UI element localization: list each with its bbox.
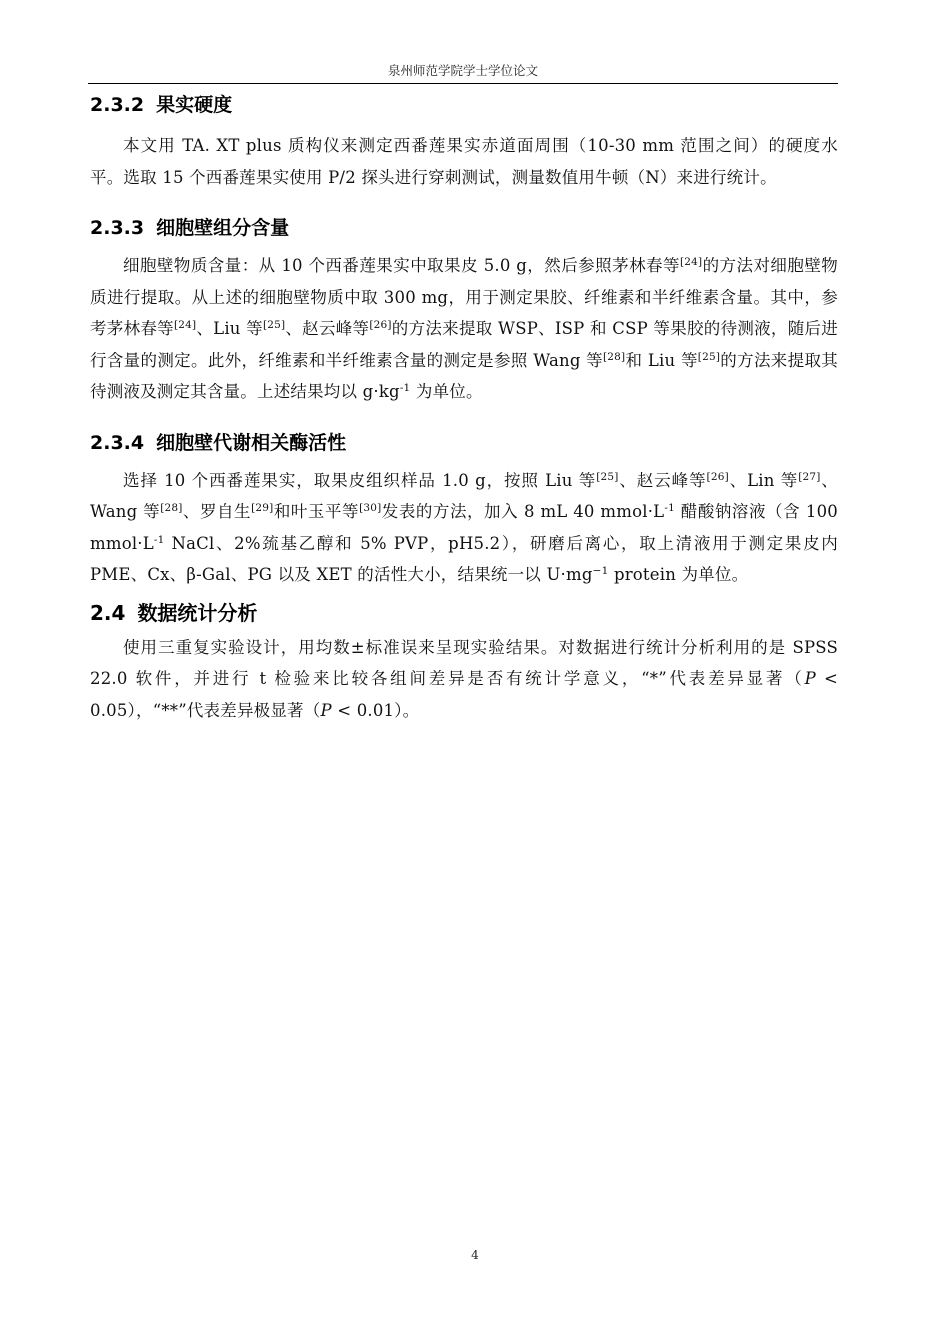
section-heading-2-4 <box>90 595 838 631</box>
unit-exponent: −1 <box>592 565 609 577</box>
citation: [25] <box>697 350 721 363</box>
citation: [25] <box>596 470 619 483</box>
unit-exponent: -1 <box>664 502 675 514</box>
text-run: 醋酸钠溶液（含 100 mmol·L <box>90 502 839 553</box>
text-run: < 0.05），“**”代表差异极显著（ <box>90 669 838 720</box>
text-run: protein 为单位。 <box>608 565 749 584</box>
citation: [27] <box>798 470 821 483</box>
section-title: 细胞壁组分含量 <box>156 217 290 239</box>
text-run: 发表的方法，加入 8 mL 40 mmol·L <box>381 502 665 521</box>
text-run: NaCl、2%巯基乙醇和 5% PVP，pH5.2），研磨后离心，取上清液用于测定果皮内 PME、Cx、β-Gal、PG 以及 XET 的活性大小，结果统一以 U·mg <box>90 533 838 584</box>
section-title: 果实硬度 <box>156 94 233 116</box>
section-heading-2-3-2 <box>90 88 838 122</box>
paragraph-statistics <box>90 632 838 727</box>
citation: [24] <box>679 256 703 268</box>
text-run: 、罗自生 <box>182 502 252 521</box>
text-run: 的方法来提取其待测液及测定其含量。上述结果均以 g·kg <box>90 350 838 401</box>
text-run: 选择 10 个西番莲果实，取果皮组织样品 1.0 g，按照 Liu 等 <box>123 470 597 490</box>
section-heading-2-3-4 <box>90 426 838 460</box>
text-run: 和 Liu 等 <box>625 350 698 370</box>
text-run: 的方法来提取 WSP、ISP 和 CSP 等果胶的待测液，随后进行含量的测定。此外，纤维素和半纤维素含量的测定是参照 Wang 等 <box>90 319 838 370</box>
citation: [26] <box>706 470 729 483</box>
text-run: 为单位。 <box>410 382 483 401</box>
text-run: 的方法对细胞壁物质进行提取。从上述的细胞壁物质中取 300 mg，用于测定果胶、纤维素和半纤维素含量。其中，参考茅林春等 <box>90 256 838 338</box>
section-number: 2.3.4 <box>90 431 145 454</box>
section-heading-2-3-3 <box>90 211 838 245</box>
paragraph-enzyme-activity <box>90 465 838 591</box>
section-title: 数据统计分析 <box>137 600 258 625</box>
paragraph-fruit-firmness: 本文用 TA. XT plus 质构仪来测定西番莲果实赤道面周围（10-30 mm 范围之间）的硬度水平。选取 15 个西番莲果实使用 P/2 探头进行穿刺测试，测量数值用牛顿（N）来进行统计。 <box>90 136 838 187</box>
text-run: < 0.01）。 <box>331 700 420 720</box>
section-title: 细胞壁代谢相关酶活性 <box>156 431 347 454</box>
text-run: 、Liu 等 <box>196 319 263 338</box>
citation: [29] <box>251 502 274 514</box>
unit-exponent: -1 <box>153 533 165 546</box>
section-number: 2.4 <box>90 600 126 625</box>
citation: [26] <box>369 319 392 331</box>
page-content <box>90 88 838 726</box>
section-number: 2.3.3 <box>90 217 145 239</box>
unit-exponent: -1 <box>399 382 411 394</box>
citation: [28] <box>160 502 183 514</box>
citation: [28] <box>603 350 626 363</box>
text-run: 、Lin 等 <box>728 470 799 490</box>
text-run: 、赵云峰等 <box>618 470 707 490</box>
paragraph-cell-wall-content <box>90 250 838 408</box>
section-number: 2.3.2 <box>90 94 145 116</box>
running-header: 泉州师范学院学士学位论文 <box>88 59 838 84</box>
text-run: 、Wang 等 <box>90 470 838 521</box>
text-run: 和叶玉平等 <box>273 502 360 521</box>
citation: [30] <box>359 502 382 514</box>
italic-p: P <box>804 669 816 688</box>
citation: [25] <box>262 319 286 331</box>
text-run: 使用三重复实验设计，用均数±标准误来呈现实验结果。对数据进行统计分析利用的是 SPSS 22.0 软件，并进行 t 检验来比较各组间差异是否有统计学意义，“*”代表差异显著（ <box>90 637 838 688</box>
italic-p: P <box>320 700 332 720</box>
text-run: 细胞壁物质含量：从 10 个西番莲果实中取果皮 5.0 g，然后参照茅林春等 <box>123 256 680 275</box>
citation: [24] <box>173 319 197 331</box>
page-number: 4 <box>471 1248 479 1262</box>
text-run: 、赵云峰等 <box>285 319 370 338</box>
